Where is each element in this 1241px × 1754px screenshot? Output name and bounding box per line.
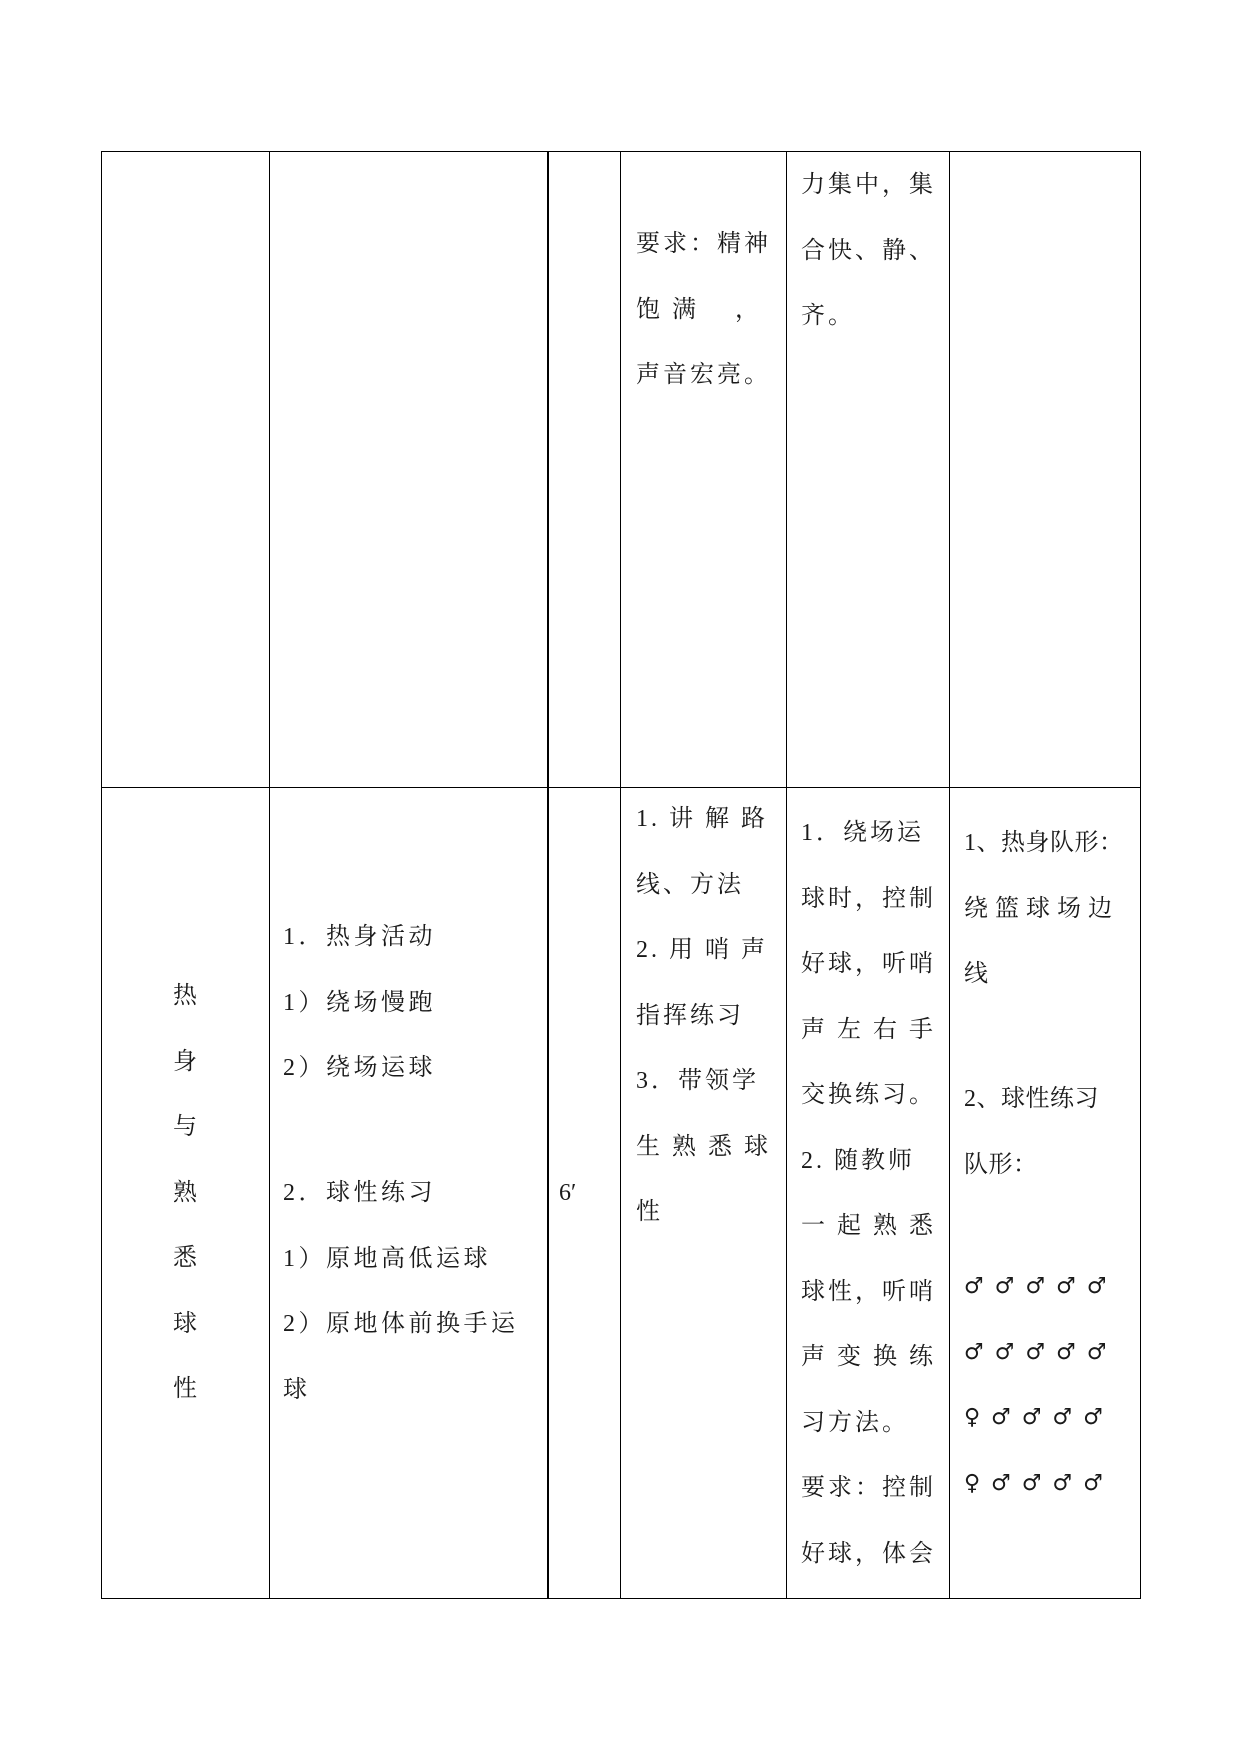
teacher-method-line: 指挥练习 bbox=[636, 1002, 744, 1029]
section-title-char: 与 bbox=[173, 1114, 197, 1140]
organization-line: 绕 篮 球 场 边 bbox=[964, 895, 1113, 922]
column-divider-5 bbox=[949, 151, 950, 1599]
teacher-method-line: 3．带领学 bbox=[636, 1068, 759, 1094]
content-warmup-block bbox=[283, 905, 436, 1102]
student-activity-line: 一 起 熟 悉 bbox=[801, 1213, 936, 1239]
content-line: 1）绕场慢跑 bbox=[283, 989, 436, 1016]
teacher-method-line: 1. 讲 解 路 bbox=[636, 806, 768, 832]
student-activity-line: 交换练习。 bbox=[801, 1082, 936, 1108]
organization-line: 2、球性练习 bbox=[964, 1086, 1099, 1112]
student-activity-line: 习方法。 bbox=[801, 1409, 909, 1436]
column-divider-3 bbox=[620, 151, 621, 1599]
student-activity-line: 齐。 bbox=[801, 303, 855, 329]
content-line: 1．热身活动 bbox=[283, 924, 436, 950]
student-activity-line: 声 左 右 手 bbox=[801, 1016, 936, 1043]
content-line: 2．球性练习 bbox=[283, 1180, 436, 1206]
student-activity-line: 合快、静、 bbox=[801, 237, 936, 264]
ball-formation-block bbox=[964, 1067, 1099, 1198]
student-activity-line: 球时，控制 bbox=[801, 885, 936, 912]
formation-row: ♀♂♂♂♂ bbox=[964, 1405, 1115, 1430]
time-cell bbox=[559, 1161, 576, 1227]
formation-diagram bbox=[964, 1254, 1118, 1516]
section-title-char: 球 bbox=[173, 1310, 197, 1337]
section-title-cell bbox=[101, 964, 269, 1423]
section-title-char: 身 bbox=[173, 1048, 197, 1075]
content-line: 2）绕场运球 bbox=[283, 1055, 436, 1081]
section-title-char: 悉 bbox=[173, 1245, 197, 1271]
formation-row: ♀♂♂♂♂ bbox=[964, 1470, 1115, 1496]
column-divider-4 bbox=[786, 151, 787, 1599]
row2-student-activity-cell bbox=[801, 801, 936, 1587]
organization-line: 线 bbox=[964, 961, 989, 987]
teacher-method-line: 线、方法 bbox=[636, 871, 744, 898]
formation-row: ♂♂♂♂♂ bbox=[964, 1339, 1118, 1365]
student-activity-line: 好球，体会 bbox=[801, 1540, 936, 1567]
student-activity-line: 要求：控制 bbox=[801, 1475, 936, 1501]
column-divider-1 bbox=[269, 151, 270, 1599]
student-activity-line: 声 变 换 练 bbox=[801, 1344, 936, 1370]
teacher-method-line: 要求：精神 bbox=[636, 231, 771, 257]
content-line: 2）原地体前换手运 bbox=[283, 1311, 519, 1337]
student-activity-line: 2. 随教师 bbox=[801, 1147, 915, 1174]
column-divider-2 bbox=[547, 151, 549, 1599]
row1-teacher-method-cell bbox=[636, 212, 771, 409]
organization-line: 1、热身队形： bbox=[964, 830, 1124, 856]
time-value: 6′ bbox=[559, 1180, 577, 1206]
teacher-method-line: 性 bbox=[636, 1199, 663, 1225]
formation-row: ♂♂♂♂♂ bbox=[964, 1274, 1118, 1299]
teacher-method-line: 声音宏亮。 bbox=[636, 362, 771, 388]
teacher-method-line: 饱 满 ， bbox=[636, 296, 762, 323]
student-activity-line: 球性，听哨 bbox=[801, 1278, 936, 1305]
section-title-char: 性 bbox=[173, 1376, 197, 1402]
row-divider bbox=[101, 787, 1141, 788]
teacher-method-line: 2. 用 哨 声 bbox=[636, 937, 768, 963]
section-title-char: 热 bbox=[173, 983, 197, 1009]
row2-teacher-method-cell bbox=[636, 787, 771, 1246]
student-activity-line: 1．绕场运 bbox=[801, 820, 924, 846]
section-title-char: 熟 bbox=[173, 1179, 197, 1206]
teacher-method-line: 生 熟 悉 球 bbox=[636, 1133, 771, 1160]
organization-line: 队形： bbox=[964, 1151, 1038, 1178]
warmup-formation-block bbox=[964, 811, 1124, 1008]
student-activity-line: 好球，听哨 bbox=[801, 951, 936, 977]
student-activity-line: 力集中，集 bbox=[801, 172, 936, 198]
content-ball-skills-block bbox=[283, 1161, 519, 1423]
row1-student-activity-cell bbox=[801, 153, 936, 350]
content-line: 球 bbox=[283, 1376, 311, 1403]
content-line: 1）原地高低运球 bbox=[283, 1245, 491, 1272]
